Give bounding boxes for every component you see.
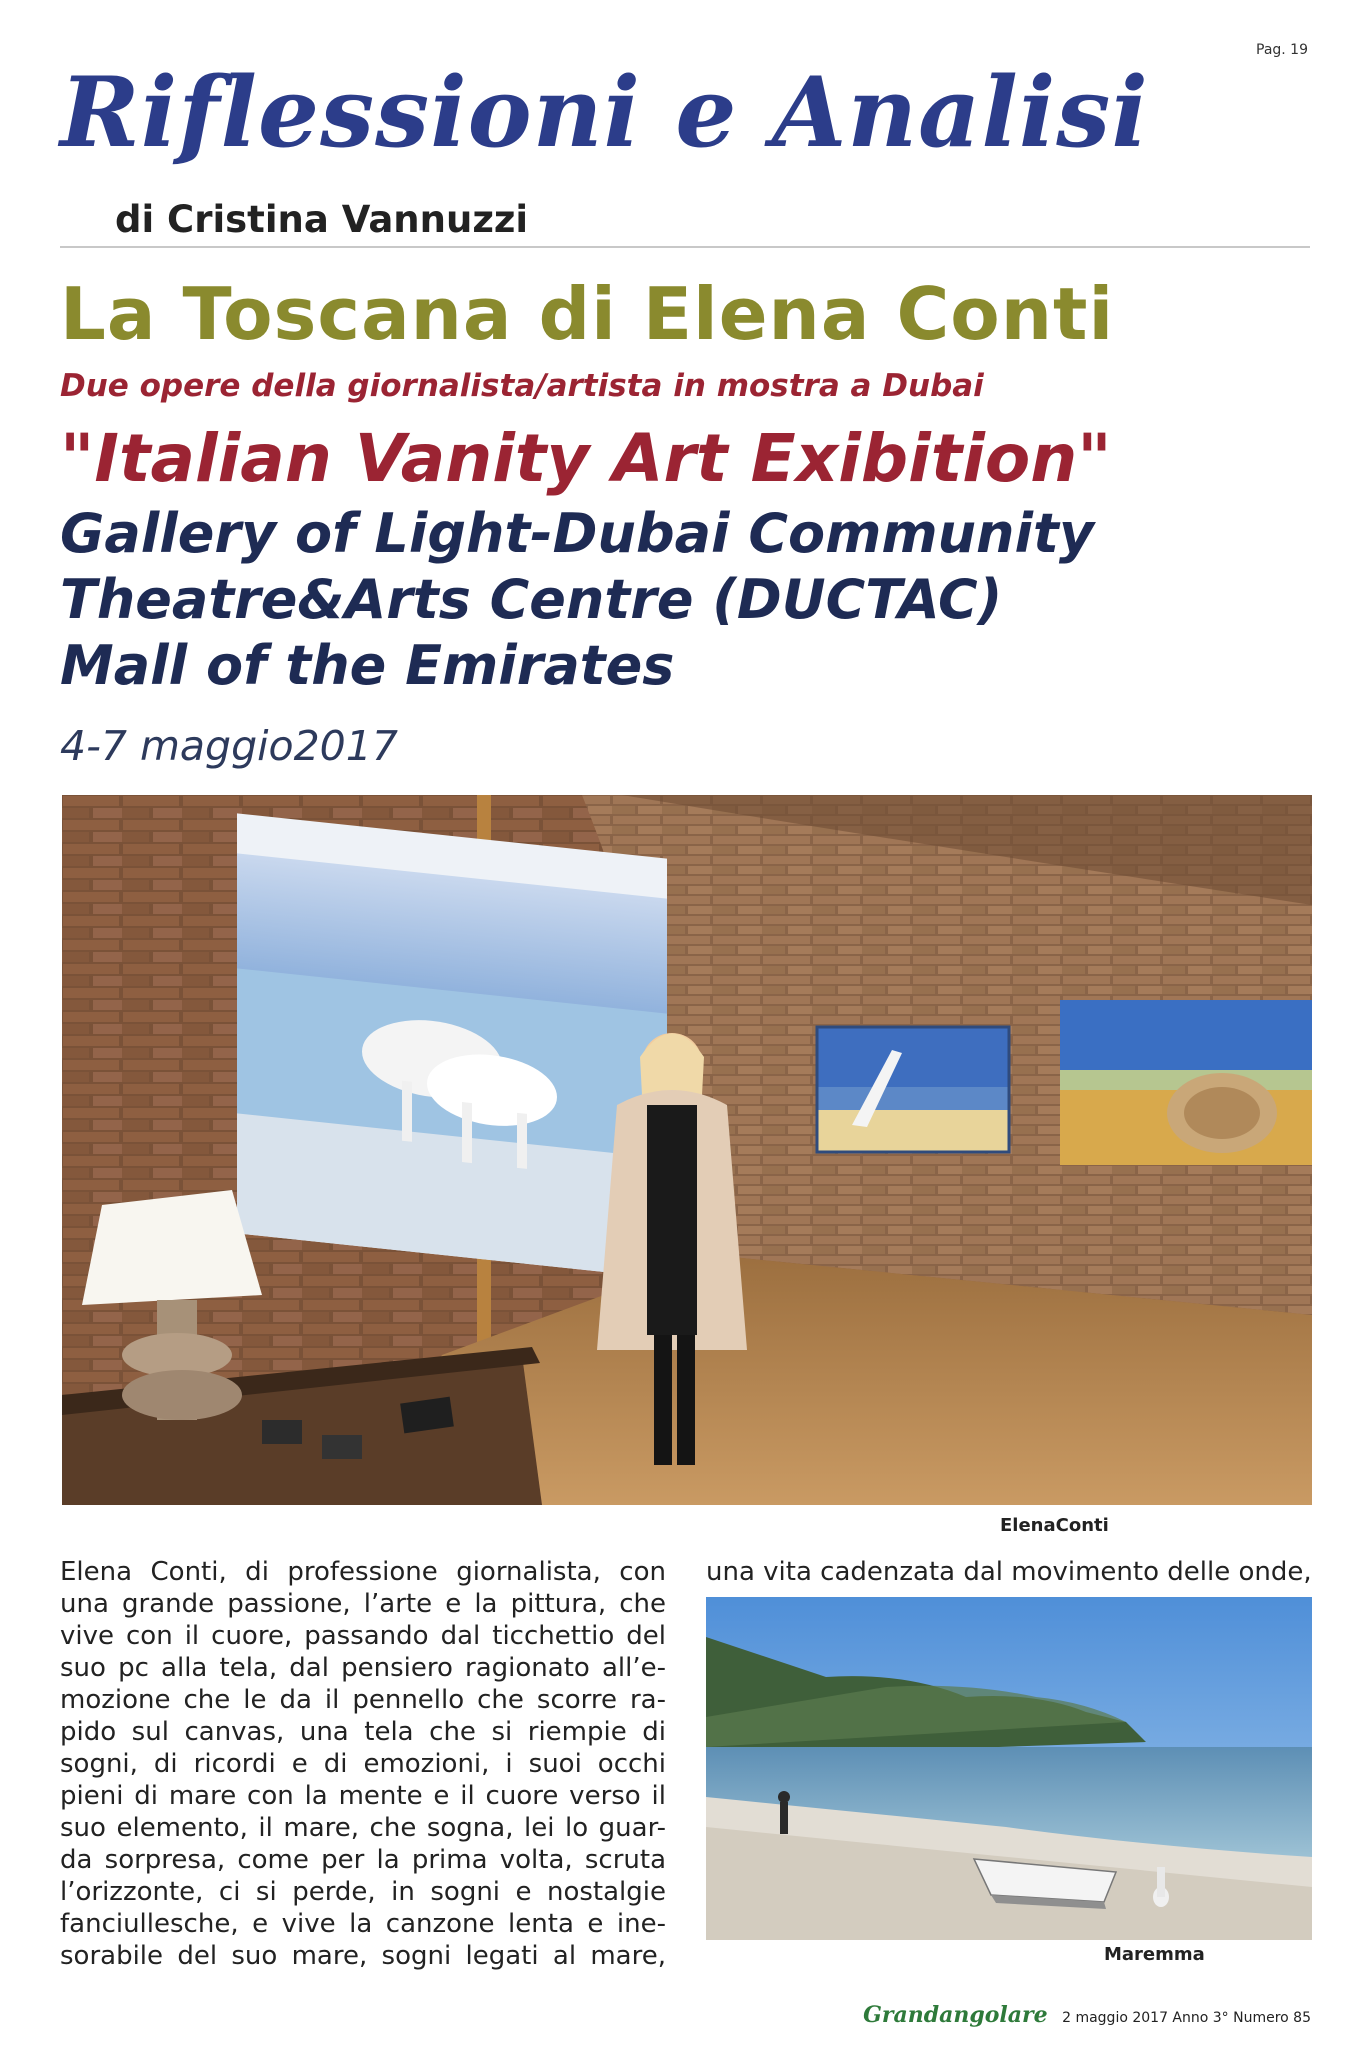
- article-line: suo pc alla tela, dal pensiero ragionato all’e-: [60, 1653, 666, 1683]
- article-line: una grande passione, l’arte e la pittura, che: [60, 1589, 666, 1619]
- article-line: da sorpresa, come per la prima volta, scruta: [60, 1845, 666, 1875]
- article-line: Elena Conti, di professione giornalista, con: [60, 1557, 666, 1587]
- sea-photo: [706, 1597, 1312, 1940]
- article-line: mozione che le da il pennello che scorre ra-: [60, 1685, 666, 1715]
- article-line: fanciullesche, e vive la canzone lenta e ine-: [60, 1909, 666, 1939]
- article-column-1: [60, 1556, 666, 1972]
- article-line: pido sul canvas, una tela che si riempie di: [60, 1717, 666, 1747]
- article-subtitle: Due opere della giornalista/artista in mostra a Dubai: [60, 368, 984, 404]
- article-line: suo elemento, il mare, che sogna, lei lo guar-: [60, 1813, 666, 1843]
- article-line: pieni di mare con la mente e il cuore verso il: [60, 1781, 666, 1811]
- main-photo-caption: ElenaConti: [1000, 1515, 1109, 1536]
- sea-photo-caption: Maremma: [1104, 1944, 1205, 1965]
- issue-info: 2 maggio 2017 Anno 3° Numero 85: [1062, 2010, 1311, 2026]
- gallery-photo: [62, 795, 1312, 1505]
- author-byline: di Cristina Vannuzzi: [115, 198, 529, 241]
- article-headline: La Toscana di Elena Conti: [60, 272, 1115, 356]
- venue-line-3: Mall of the Emirates: [60, 634, 675, 697]
- publication-name: Grandangolare: [863, 2002, 1048, 2028]
- article-line: sorabile del suo mare, sogni legati al mare,: [60, 1941, 666, 1971]
- page-number: Pag. 19: [1256, 42, 1308, 58]
- footer: [863, 2002, 1311, 2028]
- article-line: vive con il cuore, passando dal ticchettio del: [60, 1621, 666, 1651]
- article-line: l’orizzonte, ci si perde, in sogni e nostalgie: [60, 1877, 666, 1907]
- venue-line-2: Theatre&Arts Centre (DUCTAC): [60, 568, 1003, 631]
- article-column-2: una vita cadenzata dal movimento delle onde,: [706, 1557, 1312, 1587]
- divider: [60, 246, 1310, 248]
- rubric-title: Riflessioni e Analisi: [60, 56, 1149, 169]
- exhibition-dates: 4-7 maggio2017: [60, 722, 398, 770]
- exhibition-title: "Italian Vanity Art Exibition": [60, 420, 1112, 497]
- venue-line-1: Gallery of Light-Dubai Community: [60, 502, 1095, 565]
- article-line: sogni, di ricordi e di emozioni, i suoi occhi: [60, 1749, 666, 1779]
